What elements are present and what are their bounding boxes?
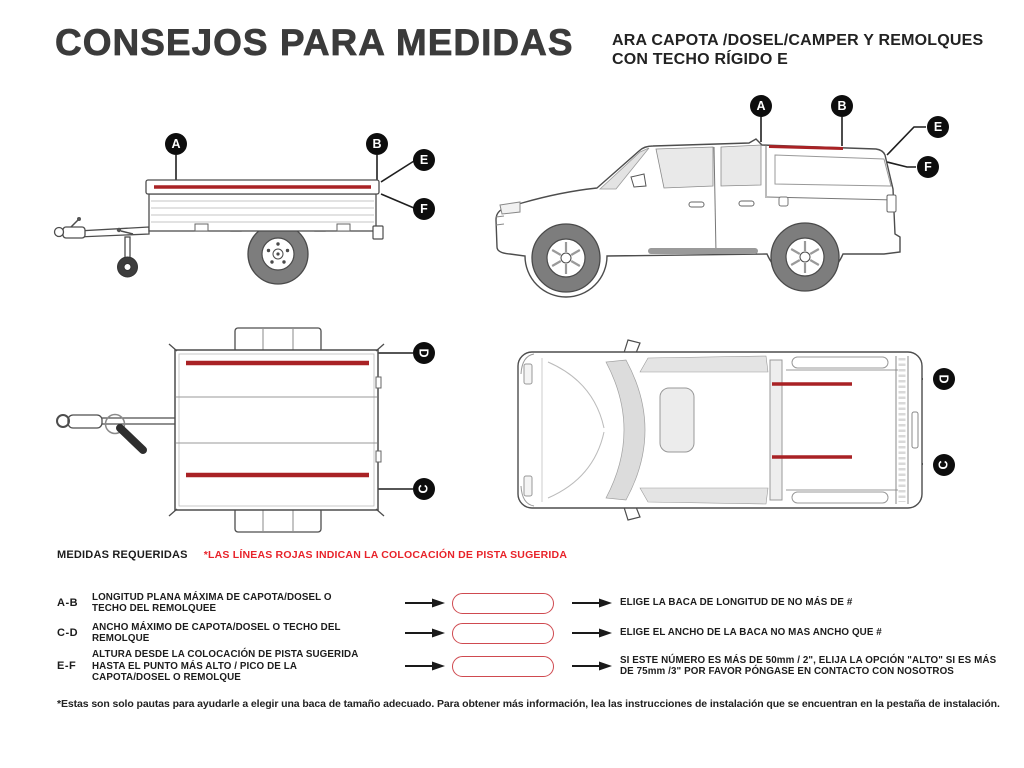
trailer-drawbar xyxy=(78,227,149,237)
page-title: CONSEJOS PARA MEDIDAS xyxy=(55,22,574,63)
measurement-description: ANCHO MÁXIMO DE CAPOTA/DOSEL O TECHO DEL REMOLQUE xyxy=(92,621,341,644)
label-badge-d: D xyxy=(413,342,435,364)
arrow-icon xyxy=(405,661,452,671)
range-label: C-D xyxy=(57,627,79,639)
footnote: *Estas son solo pautas para ayudarle a elegir una baca de tamaño adecuado. Para obtener más información, lea las instrucciones de instalación que se encuentran en la pestaña de instalación. xyxy=(57,698,1000,710)
canopy-side-window xyxy=(792,357,888,368)
label-badge-e: E xyxy=(413,149,435,171)
range-label: A-B xyxy=(57,597,79,609)
label-badge-b: B xyxy=(831,95,853,117)
subtitle-line-2: CON TECHO RÍGIDO E xyxy=(612,51,789,68)
subtitle-line-1: ARA CAPOTA /DOSEL/CAMPER Y REMOLQUES xyxy=(612,32,984,49)
trailer-drawbar xyxy=(57,415,175,428)
label-badge-a: A xyxy=(750,95,772,117)
measurement-rows xyxy=(57,589,1010,686)
arrow-icon xyxy=(557,598,620,608)
measurement-row-ab xyxy=(57,589,1010,617)
measurement-row-ef xyxy=(57,649,1010,684)
canopy-window xyxy=(775,155,891,186)
truck-top-view-diagram xyxy=(490,330,1024,535)
measurement-instruction: ELIGE LA BACA DE LONGITUD DE NO MÁS DE # xyxy=(620,597,853,609)
hitch-coupler xyxy=(63,227,85,238)
trailer-side-view-diagram xyxy=(30,100,450,320)
trailer-wheel xyxy=(248,224,308,284)
label-badge-e: E xyxy=(927,116,949,138)
measurement-description: LONGITUD PLANA MÁXIMA DE CAPOTA/DOSEL O TECHO DEL REMOLQUEE xyxy=(92,591,332,614)
truck-body-top xyxy=(518,352,922,508)
label-badge-c: C xyxy=(933,454,955,476)
rear-wheel xyxy=(771,223,839,291)
arrow-icon xyxy=(405,598,452,608)
arrow-icon xyxy=(405,628,452,638)
sunroof xyxy=(660,388,694,452)
label-badge-b: B xyxy=(366,133,388,155)
measurement-value-field-ab xyxy=(452,593,554,614)
trailer-top-view-diagram xyxy=(30,320,450,535)
front-wheel xyxy=(532,224,600,292)
label-badge-a: A xyxy=(165,133,187,155)
measurement-row-cd xyxy=(57,619,1010,647)
label-badge-f: F xyxy=(917,156,939,178)
arrow-icon xyxy=(557,661,620,671)
page-subtitle xyxy=(612,31,983,69)
section-title: MEDIDAS REQUERIDAS xyxy=(57,549,188,561)
leader-lines xyxy=(378,353,413,489)
measurement-value-field-ef xyxy=(452,656,554,677)
measurement-instruction: SI ESTE NÚMERO ES MÁS DE 50mm / 2", ELIJA LA OPCIÓN "ALTO" SI ES MÁS DE 75mm /3" POR FAVOR PÓNGASE EN CONTACTO CON NOSOTROS xyxy=(620,654,997,678)
label-badge-c: C xyxy=(413,478,435,500)
canopy-side-window xyxy=(792,492,888,503)
red-lines-note: *LAS LÍNEAS ROJAS INDICAN LA COLOCACIÓN DE PISTA SUGERIDA xyxy=(203,549,568,561)
step-board xyxy=(648,248,758,254)
measurement-value-field-cd xyxy=(452,623,554,644)
measurement-instruction: ELIGE EL ANCHO DE LA BACA NO MAS ANCHO QUE # xyxy=(620,627,882,639)
crank-handle xyxy=(120,428,143,450)
range-label: E-F xyxy=(57,660,77,673)
arrow-icon xyxy=(557,628,620,638)
suggested-track-line xyxy=(769,147,843,149)
measurements-header xyxy=(57,549,567,561)
measurement-description: ALTURA DESDE LA COLOCACIÓN DE PISTA SUGERIDA HASTA EL PUNTO MÁS ALTO / PICO DE LA CAPOTA/DOSEL O REMOLQUE xyxy=(92,649,359,683)
label-badge-f: F xyxy=(413,198,435,220)
trailer-body-top xyxy=(175,350,378,510)
cab-rear-window xyxy=(770,360,782,500)
label-badge-d: D xyxy=(933,368,955,390)
